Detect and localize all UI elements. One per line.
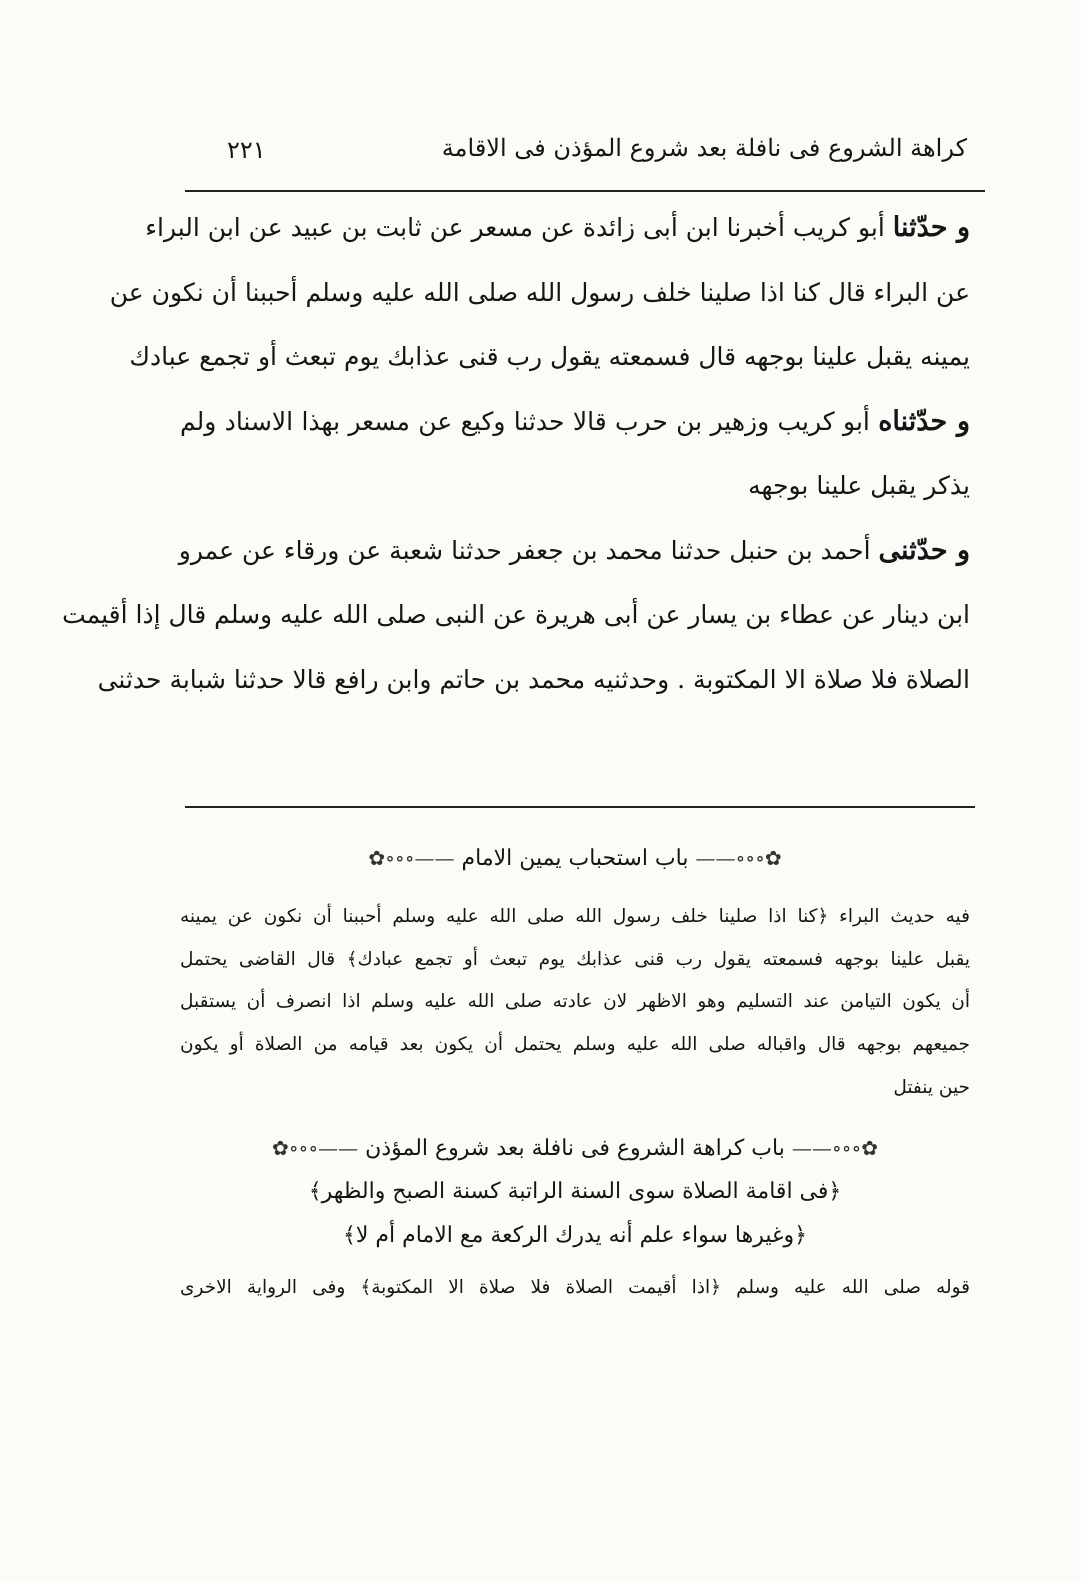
hadith-text-span: أبو كريب أخبرنا ابن أبى زائدة عن مسعر عن ثابت بن عبيد عن ابن البراء [145, 213, 885, 242]
hadith-line: يذكر يقبل علينا بوجهه [748, 471, 970, 500]
isnad-keyword: و حدّثناه [878, 405, 970, 437]
commentary [180, 836, 970, 1311]
commentary-line: أن يكون التيامن عند التسليم وهو الاظهر لان عادته صلى الله عليه وسلم اذا انصرف أن يستقبل [180, 991, 970, 1013]
isnad-keyword: و حدّثنا [892, 212, 970, 243]
page-number: ٢٢١ [227, 136, 266, 164]
ornament-icon: ✿∘∘∘—— [695, 846, 782, 870]
chapter-heading-line [180, 1125, 970, 1169]
chapter-title: باب استحباب يمين الامام [461, 846, 689, 871]
hadith-line [145, 196, 970, 261]
commentary-line: حين ينفتل [893, 1076, 970, 1098]
page-header [185, 132, 985, 176]
hadith-line: الصلاة فلا صلاة الا المكتوبة . وحدثنيه محمد بن حاتم وابن رافع قالا حدثنا شبابة حدثنى [97, 664, 970, 694]
hadith-text-span: أحمد بن حنبل حدثنا محمد بن جعفر حدثنا شعبة عن ورقاء عن عمرو [178, 535, 871, 565]
ornament-icon: ✿∘∘∘—— [791, 1136, 879, 1161]
chapter-heading-line: ﴿فى اقامة الصلاة سوى السنة الراتبة كسنة الصبح والظهر﴾ [308, 1179, 842, 1205]
chapter-title: باب كراهة الشروع فى نافلة بعد شروع المؤذن [365, 1136, 785, 1162]
ornament-icon: ——∘∘∘✿ [368, 846, 455, 870]
hadith-line: يمينه يقبل علينا بوجهه قال فسمعته يقول رب قنى عذابك يوم تبعث أو تجمع عبادك [129, 342, 970, 371]
commentary-line: يقبل علينا بوجهه فسمعته يقول رب قنى عذابك يوم تبعث أو تجمع عبادك﴾ قال القاضى يحتمل [180, 948, 970, 970]
commentary-line: جميعهم بوجهه قال واقباله صلى الله عليه وسلم يحتمل أن يكون بعد قيامه من الصلاة أو يكون [180, 1034, 970, 1056]
commentary-line: فيه حديث البراء ﴿كنا اذا صلينا خلف رسول الله صلى الله عليه وسلم أحببنا أن نكون عن يمينه [180, 906, 970, 927]
chapter-heading [180, 836, 970, 896]
hadith-text-span: أبو كريب وزهير بن حرب قالا حدثنا وكيع عن مسعر بهذا الاسناد ولم [180, 406, 870, 436]
isnad-keyword: و حدّثنى [878, 534, 970, 566]
commentary-line: قوله صلى الله عليه وسلم ﴿اذا أقيمت الصلاة فلا صلاة الا المكتوبة﴾ وفى الرواية الاخرى [180, 1277, 970, 1299]
hadith-line: عن البراء قال كنا اذا صلينا خلف رسول الله صلى الله عليه وسلم أحببنا أن نكون عن [109, 277, 970, 307]
section-rule [185, 806, 975, 808]
hadith-text [62, 196, 970, 712]
chapter-heading [180, 1125, 970, 1257]
chapter-heading-line: ﴿وغيرها سواء علم أنه يدرك الركعة مع الامام أم لا﴾ [342, 1223, 808, 1249]
ornament-icon: ——∘∘∘✿ [271, 1136, 359, 1161]
hadith-line [180, 519, 970, 584]
running-title: كراهة الشروع فى نافلة بعد شروع المؤذن فى الاقامة [441, 134, 967, 162]
hadith-line: ابن دينار عن عطاء بن يسار عن أبى هريرة عن النبى صلى الله عليه وسلم قال إذا أقيمت [62, 600, 970, 629]
header-rule [185, 190, 985, 192]
hadith-line [180, 390, 970, 455]
